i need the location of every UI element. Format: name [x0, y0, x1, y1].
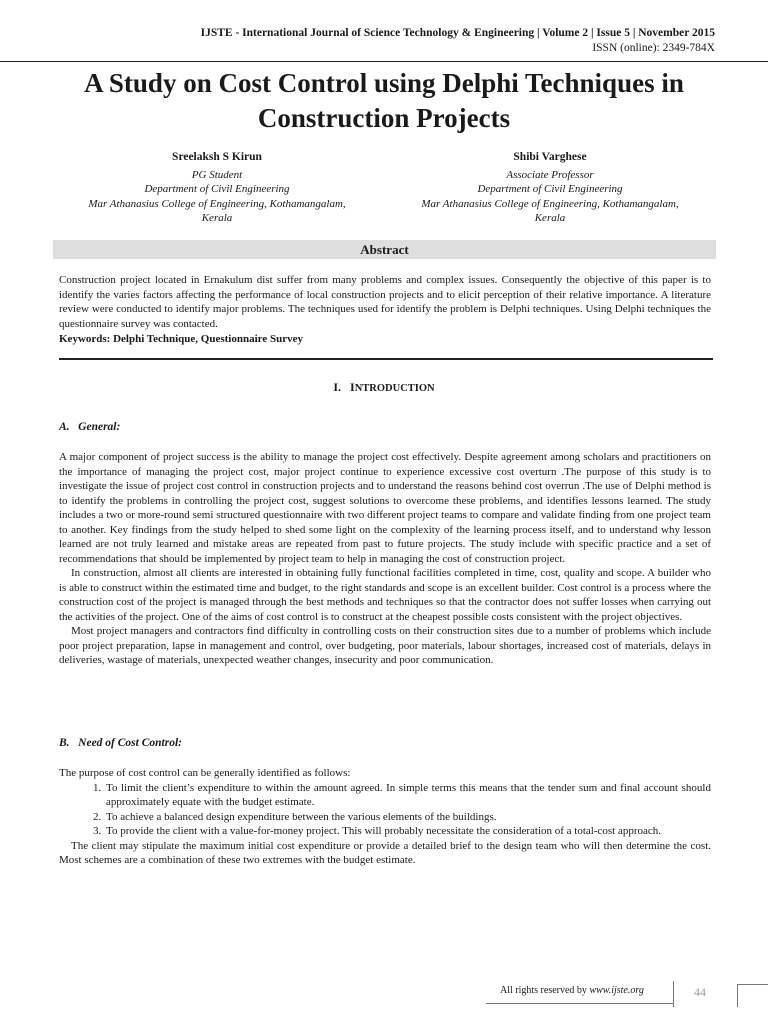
author-name: Sreelaksh S Kirun: [172, 151, 262, 163]
paper-title: A Study on Cost Control using Delphi Techniques in Construction Projects: [84, 68, 684, 133]
author-institution: Mar Athanasius College of Engineering, Kothamangalam,: [88, 197, 346, 210]
cost-control-body: [59, 766, 711, 868]
abstract-heading: Abstract: [53, 240, 716, 259]
rights-text: All rights reserved by: [500, 985, 590, 996]
subsection-heading-cost-control: B. Need of Cost Control:: [59, 737, 182, 749]
abstract-divider: [59, 358, 713, 360]
footer-rule: [486, 1003, 674, 1004]
paragraph: Most project managers and contractors find difficulty in controlling costs on their construction sites due to a number of problems which include poor project preparation, lapse in management and control, over budgeting, poor materials, labour shortages, increased cost of materials, delays in deliveries, wastage of materials, unexpected weather changes, insecurity and poor communication.: [59, 625, 711, 666]
abstract-text: Construction project located in Ernakulum dist suffer from many problems and complex issues. Consequently the objective of this paper is to identify the varies factors affecting the performance of local construction projects and to elicit perception of their relative importance. A literature review were conducted to identify major problems. The techniques used for identify the problem is Delphi techniques. Using Delphi techniques the questionnaire survey was contacted.: [59, 274, 711, 330]
subsection-heading-general: A. General:: [59, 421, 121, 433]
list-item: 1. To limit the client’s expenditure to within the amount agreed. In simple terms this means that the tender sum and final account should approximately equate with the budget estimate.: [104, 781, 711, 810]
author-department: Department of Civil Engineering: [144, 183, 290, 195]
paragraph: The purpose of cost control can be generally identified as follows:: [59, 767, 351, 779]
author-role: PG Student: [191, 168, 243, 181]
section-heading-introduction: [0, 380, 768, 395]
footer-rights: [500, 985, 644, 996]
author-name: Shibi Varghese: [513, 151, 587, 163]
paragraph: A major component of project success is the ability to manage the project cost effectively. Despite agreement among scholars and practitioners on the importance of managing the project cost, major project continue to experience excessive cost overturn .The purpose of this study is to investigate the issue of project cost control in construction projects and to understand the reasons behind cost overrun .The use of Delphi method is to identify the problems in controlling the project cost, suggest solutions to overcome these problems, and identifies lessons learned. The study includes a two or more-round semi structured questionnaire with two different project teams to compare and validate finding from one project team to another. Key findings from the study helped to shed some light on the complexity of the learning process itself, and to understand why lesson learned are not truly learned and mistake areas are repeated from past to future projects. The study include with specific practice and a set of recommendations that should be implemented by project team to help in managing the cost of construction project.: [59, 451, 711, 565]
list-item: 3. To provide the client with a value-for-money project. This will probably necessitate the consideration of a total-cost approach.: [104, 824, 711, 839]
author-location: Kerala: [534, 212, 566, 224]
section-title-initial: I: [350, 380, 355, 394]
section-number: I.: [333, 380, 342, 394]
section-title-rest: NTRODUCTION: [354, 383, 435, 394]
footer-link[interactable]: www.ijste.org: [589, 985, 644, 996]
page-number: 44: [694, 985, 706, 999]
header-divider: [0, 61, 768, 62]
author-role: Associate Professor: [506, 168, 594, 181]
page-corner-mark: [737, 984, 768, 1007]
author-location: Kerala: [201, 212, 233, 224]
keywords: Keywords: Delphi Technique, Questionnaire Survey: [59, 333, 303, 345]
list-item: 2. To achieve a balanced design expenditure between the various elements of the buildings.: [104, 810, 711, 825]
purpose-list: [59, 781, 711, 839]
journal-citation: IJSTE - International Journal of Science Technology & Engineering | Volume 2 | Issue 5 | November 2015: [200, 27, 715, 39]
paragraph: In construction, almost all clients are interested in obtaining fully functional facilities completed in time, cost, quality and scope. A builder who is able to construct within the estimated time and budget, to the right standards and scope is an excellent builder. Cost control is a process where the construction cost of the project is managed through the best methods and techniques so that the contractor does not suffer losses when carrying out the activities of the project. One of the aims of cost control is to construct at the cheapest possible costs consistent with the project objectives.: [59, 567, 711, 623]
author-block-1: [62, 150, 372, 226]
issn-number: ISSN (online): 2349-784X: [592, 42, 715, 54]
author-institution: Mar Athanasius College of Engineering, Kothamangalam,: [421, 197, 679, 210]
general-body: [59, 450, 711, 668]
author-block-2: [395, 150, 705, 226]
author-department: Department of Civil Engineering: [477, 183, 623, 195]
paragraph: The client may stipulate the maximum initial cost expenditure or provide a detailed brief to the design team who will then determine the cost. Most schemes are a combination of these two extremes with the budget estimate.: [59, 839, 711, 866]
